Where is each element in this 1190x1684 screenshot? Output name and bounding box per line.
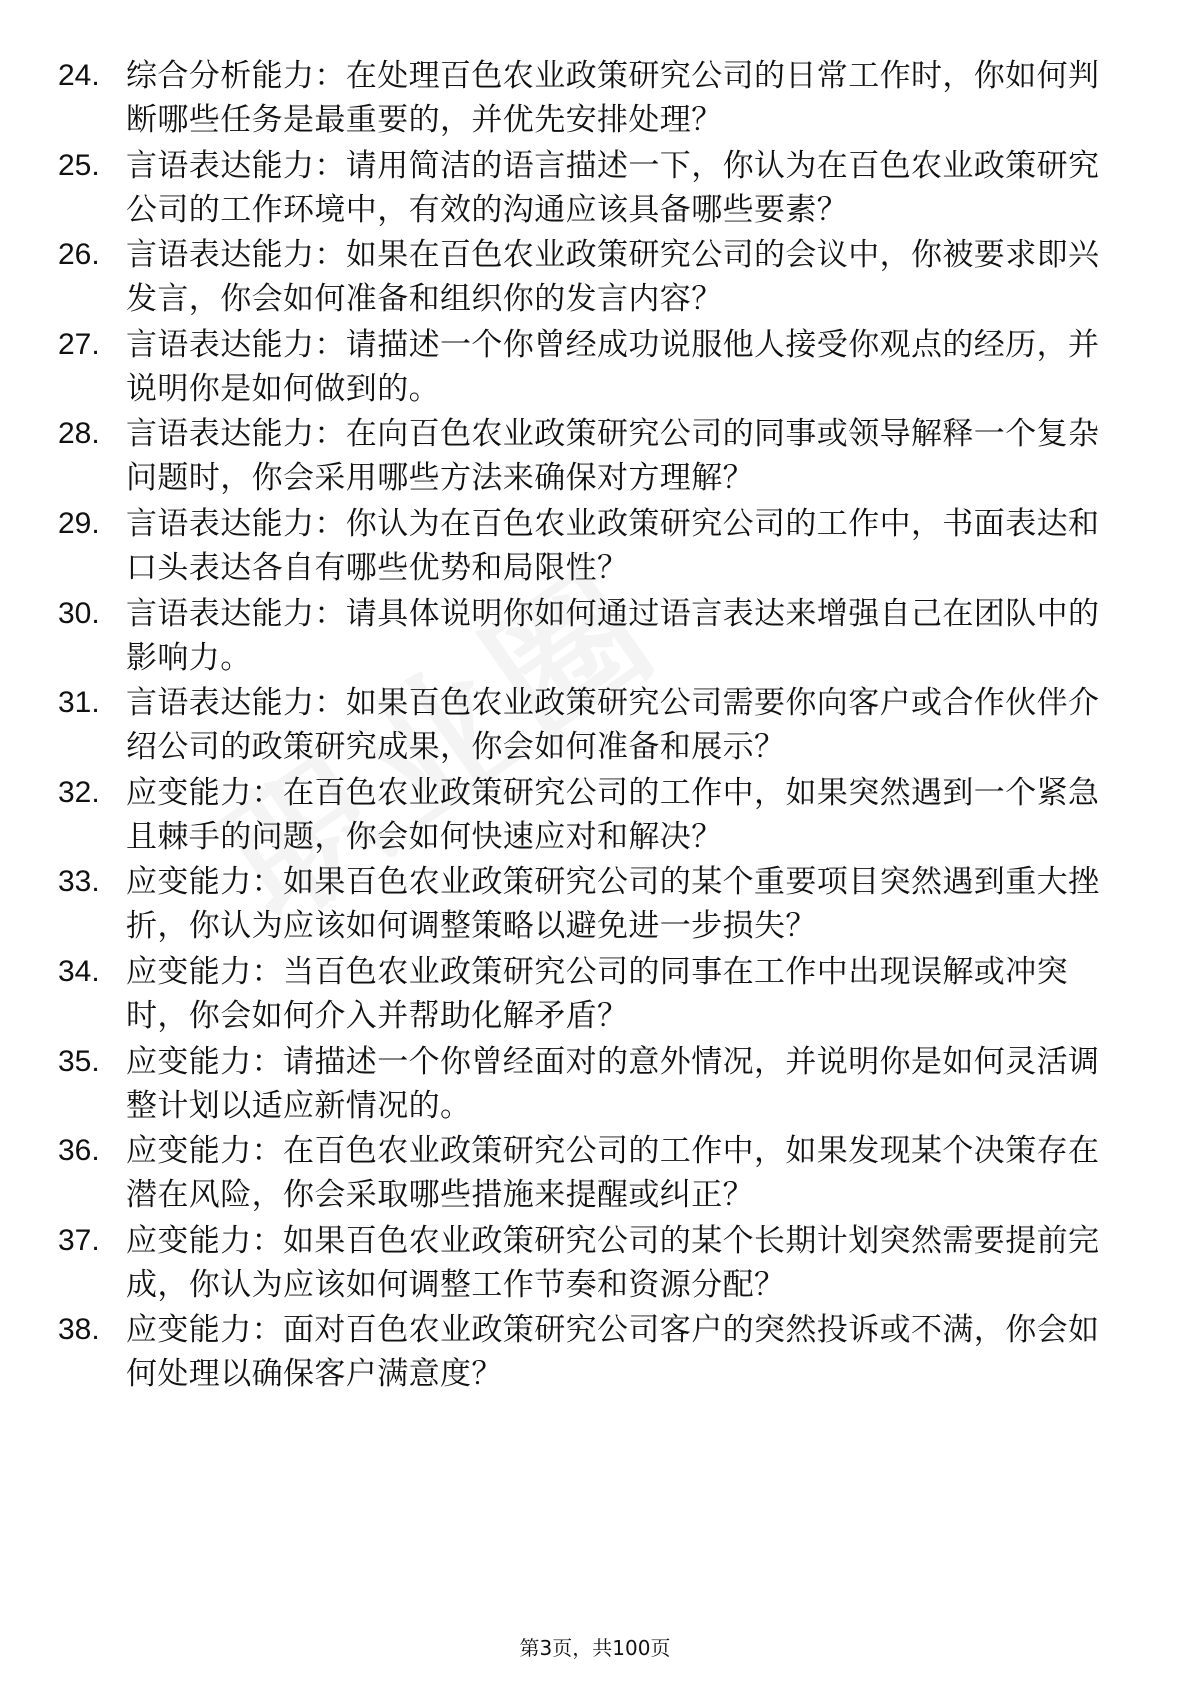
question-number: 24. (58, 59, 100, 92)
question-text: 言语表达能力：请用简洁的语言描述一下，你认为在百色农业政策研究公司的工作环境中，有效的沟通应该具备哪些要素？ (126, 147, 1100, 228)
list-item (58, 1308, 1118, 1398)
question-number: 34. (58, 954, 100, 988)
question-text: 应变能力：请描述一个你曾经面对的意外情况，并说明你是如何灵活调整计划以适应新情况的。 (126, 1043, 1100, 1124)
question-list (58, 54, 1118, 1398)
question-number: 29. (58, 506, 100, 540)
question-text: 言语表达能力：如果在百色农业政策研究公司的会议中，你被要求即兴发言，你会如何准备和组织你的发言内容？ (126, 237, 1100, 318)
question-text: 应变能力：当百色农业政策研究公司的同事在工作中出现误解或冲突时，你会如何介入并帮助化解矛盾？ (126, 953, 1068, 1034)
question-number: 31. (58, 686, 100, 720)
question-number: 32. (58, 775, 100, 809)
question-number: 33. (58, 865, 100, 899)
page-number-footer: 第3页，共100页 (519, 1636, 671, 1660)
question-number: 35. (58, 1044, 100, 1078)
question-text: 言语表达能力：你认为在百色农业政策研究公司的工作中，书面表达和口头表达各自有哪些优势和局限性？ (126, 505, 1100, 586)
list-item (58, 412, 1118, 502)
list-item (58, 1040, 1118, 1130)
question-number: 38. (58, 1313, 100, 1347)
list-item (58, 592, 1118, 682)
question-text: 言语表达能力：如果百色农业政策研究公司需要你向客户或合作伙伴介绍公司的政策研究成果，你会如何准备和展示？ (126, 685, 1100, 766)
list-item (58, 144, 1118, 234)
question-number: 28. (58, 417, 100, 451)
question-text: 综合分析能力：在处理百色农业政策研究公司的日常工作时，你如何判断哪些任务是最重要的，并优先安排处理？ (126, 58, 1100, 138)
question-number: 25. (58, 148, 100, 182)
list-item (58, 1129, 1118, 1219)
question-text: 言语表达能力：请描述一个你曾经成功说服他人接受你观点的经历，并说明你是如何做到的。 (126, 326, 1100, 407)
list-item (58, 860, 1118, 950)
list-item (58, 323, 1118, 413)
question-number: 26. (58, 238, 100, 272)
question-text: 应变能力：在百色农业政策研究公司的工作中，如果突然遇到一个紧急且棘手的问题，你会如何快速应对和解决？ (126, 774, 1100, 855)
list-item (58, 681, 1118, 771)
list-item (58, 502, 1118, 592)
question-text: 应变能力：在百色农业政策研究公司的工作中，如果发现某个决策存在潜在风险，你会采取哪些措施来提醒或纠正？ (126, 1133, 1100, 1214)
question-number: 36. (58, 1134, 100, 1168)
question-number: 30. (58, 596, 100, 630)
question-text: 应变能力：如果百色农业政策研究公司的某个长期计划突然需要提前完成，你认为应该如何调整工作节奏和资源分配？ (126, 1222, 1100, 1303)
question-text: 言语表达能力：请具体说明你如何通过语言表达来增强自己在团队中的影响力。 (126, 595, 1100, 676)
list-item (58, 54, 1118, 144)
question-text: 应变能力：如果百色农业政策研究公司的某个重要项目突然遇到重大挫折，你认为应该如何调整策略以避免进一步损失？ (126, 864, 1100, 945)
question-text: 言语表达能力：在向百色农业政策研究公司的同事或领导解释一个复杂问题时，你会采用哪些方法来确保对方理解？ (126, 416, 1100, 497)
list-item (58, 950, 1118, 1040)
list-item (58, 771, 1118, 861)
question-text: 应变能力：面对百色农业政策研究公司客户的突然投诉或不满，你会如何处理以确保客户满意度？ (126, 1312, 1100, 1393)
list-item (58, 233, 1118, 323)
question-number: 27. (58, 327, 100, 361)
list-item (58, 1219, 1118, 1309)
question-number: 37. (58, 1223, 100, 1257)
